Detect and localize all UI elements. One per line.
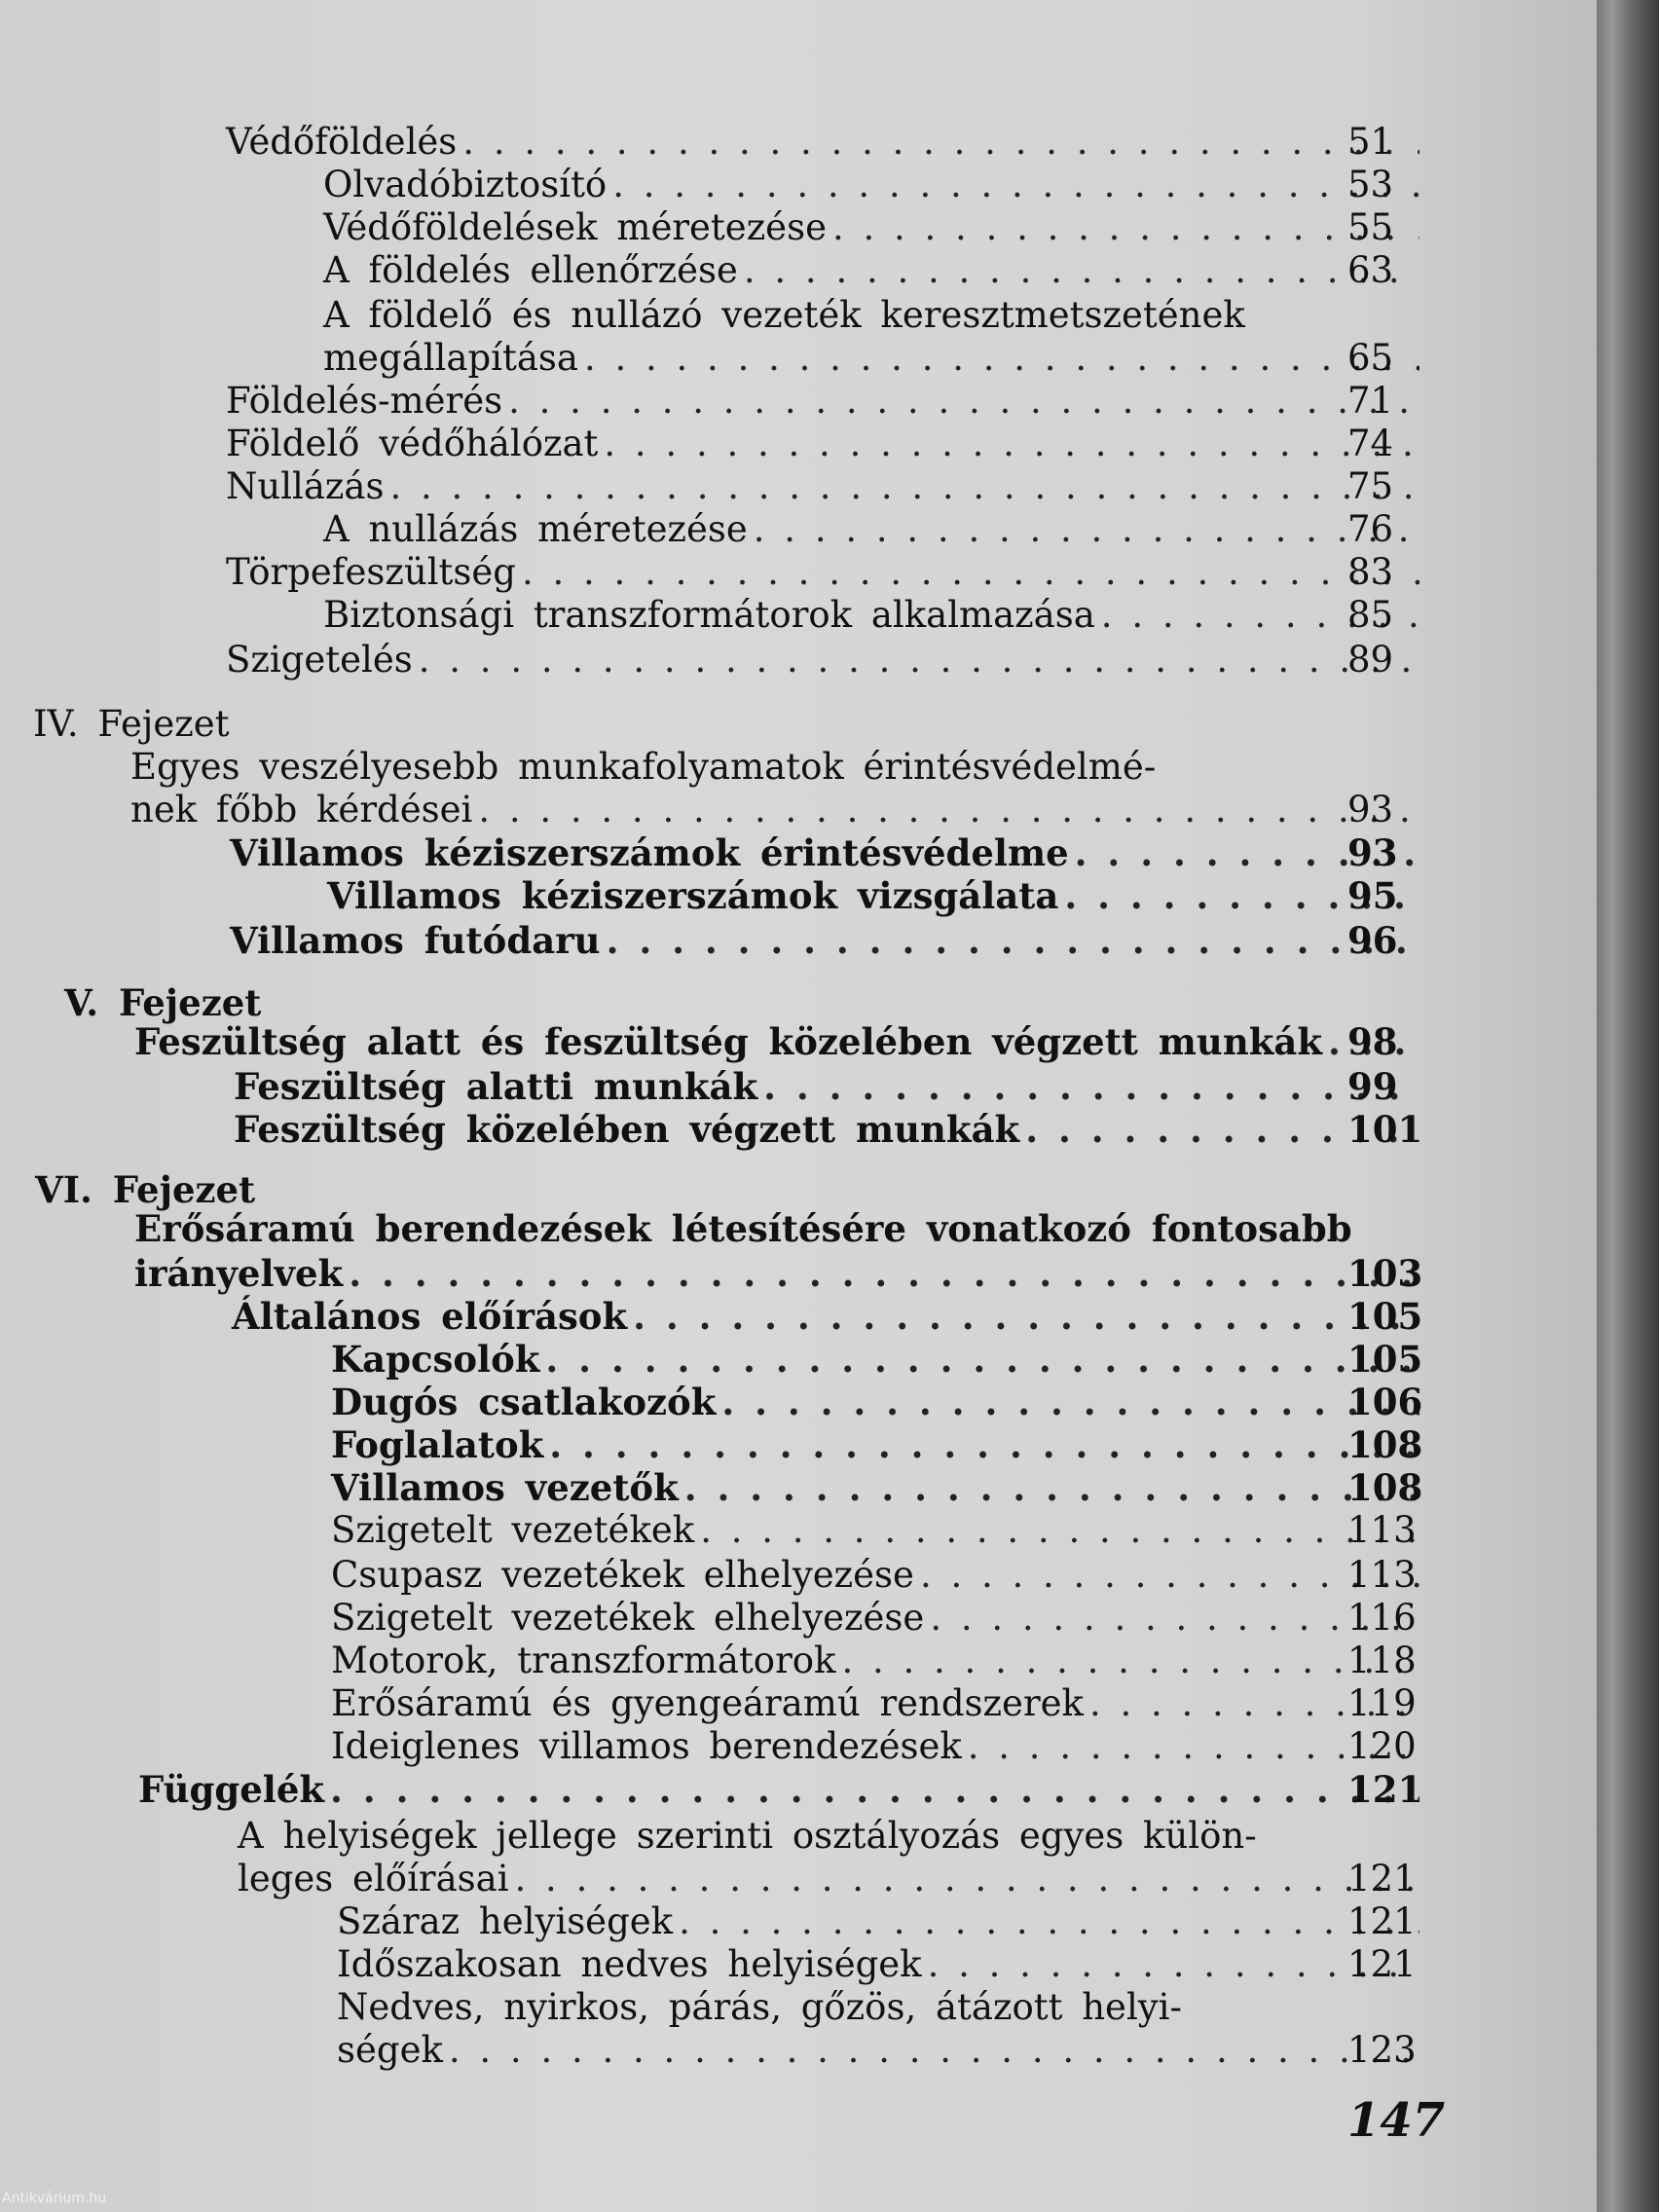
- toc-entry-title: irányelvek: [134, 1252, 344, 1295]
- dot-leader: [721, 1381, 1419, 1423]
- page-number: 147: [1347, 2093, 1446, 2148]
- toc-entry-page: 93: [1347, 789, 1394, 830]
- dot-leader: [515, 1858, 1419, 1900]
- toc-entry-page: 95: [1347, 874, 1398, 917]
- dot-leader: [522, 551, 1419, 594]
- toc-entry-page: 105: [1347, 1338, 1423, 1381]
- toc-entry-page: 113: [1347, 1554, 1417, 1596]
- toc-entry-page: 121: [1347, 1900, 1417, 1942]
- dot-leader: [349, 1252, 1419, 1295]
- toc-entry-title: Dugós csatlakozók: [331, 1381, 717, 1423]
- toc-entry-page: 101: [1347, 1108, 1423, 1151]
- toc-entry-page: 74: [1347, 423, 1394, 464]
- dot-leader: [684, 1466, 1419, 1509]
- dot-leader: [920, 1554, 1419, 1597]
- dot-leader: [604, 423, 1419, 465]
- toc-entry-title: Villamos vezetők: [331, 1466, 679, 1509]
- chapter-heading: IV. Fejezet: [33, 703, 230, 745]
- toc-entry-title: A földelés ellenőrzése: [323, 249, 738, 291]
- toc-entry-title: Szigetelt vezetékek: [331, 1509, 695, 1551]
- toc-entry-title: Feszültség alatti munkák: [234, 1065, 758, 1108]
- toc-entry-page: 123: [1347, 2029, 1417, 2071]
- toc-entry: [226, 551, 1425, 594]
- toc-entry-page: 121: [1347, 1768, 1423, 1811]
- toc-entry-page: 63: [1347, 249, 1394, 291]
- dot-leader: [841, 1640, 1419, 1682]
- toc-entry-page: 76: [1347, 508, 1394, 550]
- toc-entry-page: 108: [1347, 1423, 1423, 1466]
- toc-entry-title: Villamos futódaru: [230, 919, 601, 962]
- toc-entry-title: Ideiglenes villamos berendezések: [331, 1725, 962, 1767]
- toc-entry-title: Általános előírások: [232, 1295, 628, 1338]
- dot-leader: [832, 206, 1419, 249]
- dot-leader: [545, 1338, 1419, 1381]
- toc-entry: [327, 874, 1425, 917]
- toc-entry: [331, 1381, 1425, 1423]
- toc-entry-title: Csupasz vezetékek elhelyezése: [331, 1554, 914, 1596]
- toc-entry-title: Földelés-mérés: [226, 380, 503, 422]
- toc-entry-title: Védőföldelés: [226, 121, 458, 163]
- toc-entry-title: Villamos kéziszerszámok érintésvédelme: [230, 831, 1069, 874]
- toc-entry-page: 99: [1347, 1065, 1398, 1108]
- toc-entry-title: leges előírásai: [238, 1858, 509, 1899]
- toc-entry: [230, 831, 1425, 874]
- toc-entry-page: 75: [1347, 465, 1394, 507]
- dot-leader: [930, 1597, 1419, 1640]
- toc-entry-title: Szigetelés: [226, 639, 413, 681]
- chapter-title: Egyes veszélyesebb munkafolyamatok érintésvédelmé-: [130, 746, 1157, 788]
- toc-entry-page: 103: [1347, 1252, 1423, 1295]
- toc-entry-title: Foglalatok: [331, 1423, 544, 1466]
- toc-entry: [230, 919, 1425, 962]
- toc-entry-title: Földelő védőhálózat: [226, 423, 599, 464]
- toc-entry-page: 121: [1347, 1858, 1417, 1899]
- toc-entry-page: 113: [1347, 1509, 1417, 1551]
- dot-leader: [389, 465, 1419, 508]
- toc-entry: [234, 1108, 1425, 1151]
- toc-entry-title: Függelék: [138, 1768, 325, 1811]
- toc-entry-title: Motorok, transzformátorok: [331, 1640, 836, 1681]
- toc-entry-title: megállapítása: [323, 337, 578, 379]
- watermark: Antikvárium.hu: [2, 2191, 107, 2206]
- toc-entry: [331, 1597, 1425, 1640]
- dot-leader: [633, 1295, 1419, 1338]
- toc-entry-page: 93: [1347, 831, 1398, 874]
- toc-entry-title: nek főbb kérdései: [130, 789, 473, 830]
- dot-leader: [754, 508, 1419, 551]
- toc-entry: [323, 206, 1425, 249]
- toc-entry-title: Törpefeszültség: [226, 551, 516, 593]
- toc-entry: [331, 1640, 1425, 1682]
- toc-entry: [323, 508, 1425, 551]
- toc-entry-page: 65: [1347, 337, 1394, 379]
- toc-entry-title: Száraz helyiségek: [337, 1900, 674, 1942]
- toc-entry: [331, 1682, 1425, 1725]
- toc-entry: [130, 789, 1425, 831]
- toc-entry: [234, 1065, 1425, 1108]
- dot-leader: [700, 1509, 1419, 1552]
- toc-entry-page: 121: [1347, 1943, 1417, 1985]
- dot-leader: [508, 380, 1419, 423]
- toc-entry-page: 118: [1347, 1640, 1417, 1681]
- dot-leader: [419, 639, 1419, 682]
- toc-entry: [323, 164, 1425, 206]
- toc-entry-page: 89: [1347, 639, 1394, 681]
- toc-entry: [331, 1554, 1425, 1597]
- toc-entry-page: 108: [1347, 1466, 1423, 1509]
- toc-entry-title: Olvadóbiztosító: [323, 164, 608, 205]
- toc-entry: [226, 380, 1425, 423]
- dot-leader: [462, 121, 1419, 164]
- toc-entry: [226, 423, 1425, 465]
- dot-leader: [744, 249, 1419, 292]
- chapter-heading: VI. Fejezet: [35, 1168, 256, 1211]
- toc-entry: [138, 1768, 1425, 1811]
- toc-entry-page: 83: [1347, 551, 1394, 593]
- toc-entry-title: A nullázás méretezése: [323, 508, 748, 550]
- toc-entry-title: Védőföldelések méretezése: [323, 206, 827, 248]
- dot-leader: [478, 789, 1419, 831]
- toc-entry-page: 53: [1347, 164, 1394, 205]
- toc-entry: [238, 1858, 1425, 1900]
- dot-leader: [584, 337, 1419, 380]
- toc-entry-title: Feszültség közelében végzett munkák: [234, 1108, 1020, 1151]
- chapter-heading: V. Fejezet: [64, 981, 262, 1024]
- toc-entry: [134, 1020, 1425, 1063]
- toc-entry-title: Időszakosan nedves helyiségek: [337, 1943, 922, 1985]
- toc-entry: [226, 465, 1425, 508]
- toc-entry: [134, 1252, 1425, 1295]
- toc-entry-title: Nedves, nyirkos, párás, gőzös, átázott helyi-: [337, 1986, 1183, 2028]
- toc-entry: [337, 2029, 1425, 2072]
- toc-entry: [331, 1338, 1425, 1381]
- toc-entry-page: 71: [1347, 380, 1394, 422]
- toc-entry-page: 120: [1347, 1725, 1417, 1767]
- toc-entry-page: 105: [1347, 1295, 1423, 1338]
- toc-entry-page: 85: [1347, 594, 1394, 636]
- toc-entry-page: 51: [1347, 121, 1394, 163]
- toc-entry-page: 116: [1347, 1597, 1417, 1639]
- book-edge: [1597, 0, 1659, 2212]
- dot-leader: [449, 2029, 1419, 2072]
- toc-entry-title: Nullázás: [226, 465, 385, 507]
- chapter-title: Erősáramú berendezések létesítésére vonatkozó fontosabb: [134, 1207, 1352, 1250]
- toc-entry-page: 106: [1347, 1381, 1423, 1423]
- toc-entry-page: 55: [1347, 206, 1394, 248]
- toc-entry: [232, 1295, 1425, 1338]
- toc-entry: [331, 1423, 1425, 1466]
- toc-entry-title: Erősáramú és gyengeáramú rendszerek: [331, 1682, 1084, 1724]
- toc-entry-title: Kapcsolók: [331, 1338, 540, 1381]
- dot-leader: [549, 1423, 1419, 1466]
- dot-leader: [607, 919, 1419, 962]
- toc-entry-title: ségek: [337, 2029, 443, 2071]
- toc-entry-title: Biztonsági transzformátorok alkalmazása: [323, 594, 1095, 636]
- dot-leader: [330, 1768, 1419, 1811]
- toc-entry: [323, 594, 1425, 637]
- toc-entry-title: A földelő és nullázó vezeték keresztmetszetének: [323, 294, 1245, 336]
- toc-entry: [337, 1900, 1425, 1943]
- toc-entry-page: 96: [1347, 919, 1398, 962]
- toc-entry-page: 98: [1347, 1020, 1398, 1063]
- toc-entry: [323, 337, 1425, 380]
- toc-entry: [331, 1725, 1425, 1768]
- toc-entry-title: Feszültség alatt és feszültség közelében végzett munkák: [134, 1020, 1322, 1063]
- toc-entry: [226, 639, 1425, 682]
- toc-entry: [226, 121, 1425, 164]
- dot-leader: [612, 164, 1419, 206]
- toc-entry: [323, 249, 1425, 292]
- toc-entry-title: A helyiségek jellege szerinti osztályozás egyes külön-: [238, 1815, 1257, 1857]
- toc-entry: [337, 1943, 1425, 1986]
- dot-leader: [928, 1943, 1419, 1986]
- toc-entry: [331, 1509, 1425, 1552]
- toc-entry-title: Szigetelt vezetékek elhelyezése: [331, 1597, 925, 1639]
- dot-leader: [763, 1065, 1419, 1108]
- dot-leader: [679, 1900, 1419, 1943]
- toc-entry-page: 119: [1347, 1682, 1417, 1724]
- toc-entry-title: Villamos kéziszerszámok vizsgálata: [327, 874, 1059, 917]
- toc-entry: [331, 1466, 1425, 1509]
